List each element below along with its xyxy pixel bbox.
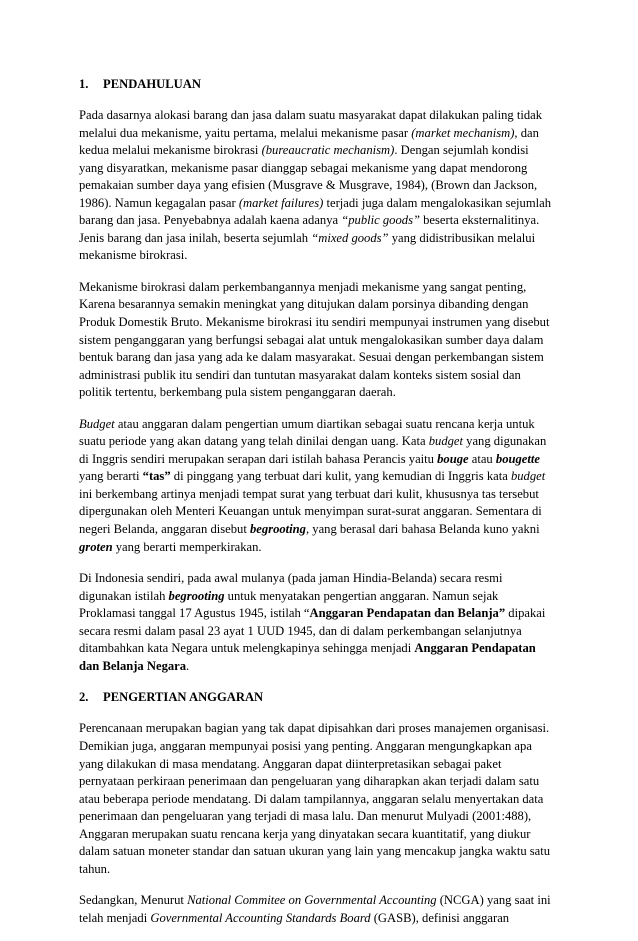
text-line (79, 451, 567, 469)
section-heading-pendahuluan (79, 76, 567, 93)
text-run: Perencanaan merupakan bagian yang tak dapat dipisahkan dari proses manajemen organisasi. (79, 721, 550, 736)
text-line (79, 640, 567, 658)
text-line (79, 125, 567, 143)
text-run: yang berarti memperkirakan. (112, 539, 262, 554)
text-run: Anggaran merupakan suatu rencana kerja yang dinyatakan secara kuantitatif, yang diukur (79, 826, 531, 841)
emphasis-text: (bureaucratic mechanism) (261, 143, 395, 158)
text-line (79, 486, 567, 504)
text-run: . Dengan sejumlah kondisi (394, 143, 529, 158)
emphasis-text: bouge (437, 451, 469, 466)
text-line (79, 433, 567, 451)
paragraph (79, 279, 567, 402)
text-run: yang digunakan (463, 434, 547, 449)
text-line (79, 142, 567, 160)
text-run: pemakaian sumber daya yang efisien (Musgrave & Musgrave, 1984), (Brown dan Jackson, (79, 178, 538, 193)
text-run: , dan (514, 125, 539, 140)
text-run: dipakai (505, 606, 546, 621)
text-run: suatu periode yang akan datang yang telah dinilai dengan uang. Kata (79, 434, 429, 449)
paragraph (79, 416, 567, 556)
text-line (79, 892, 567, 910)
text-run: telah menjadi (79, 910, 151, 925)
text-run: Demikian juga, anggaran mempunyai posisi yang penting. Anggaran mengungkapkan apa (79, 738, 532, 753)
text-run: secara resmi dalam pasal 23 ayat 1 UUD 1945, dan di dalam perkembangan selanjutnya (79, 623, 522, 638)
text-line (79, 296, 567, 314)
text-line (79, 605, 567, 623)
text-run: sistem penganggaran yang berfungsi sebagai alat untuk mengalokasikan sumber daya dalam (79, 332, 544, 347)
text-run: kedua melalui mekanisme birokrasi (79, 143, 262, 158)
emphasis-text: Governmental Accounting Standards Board (150, 910, 371, 925)
text-run: Jenis barang dan jasa inilah, beserta sejumlah (79, 230, 312, 245)
text-run: penerimaan dan pengeluaran yang terjadi di masa lalu. Dan menurut Mulyadi (2001:488), (79, 809, 532, 824)
text-run: dipergunakan oleh Menteri Keuangan untuk menyimpan surat-surat anggaran. Sementara di (79, 504, 542, 519)
text-run: untuk menyatakan pengertian anggaran. Namun sejak (224, 588, 499, 603)
emphasis-text: “tas” (142, 469, 171, 484)
section-title: PENDAHULUAN (103, 77, 201, 91)
emphasis-text: begrooting (250, 522, 306, 537)
text-run: bentuk barang dan jasa yang ada ke dalam masyarakat. Sesuai dengan perkembangan sistem (79, 350, 544, 365)
text-line (79, 521, 567, 539)
emphasis-text: groten (79, 539, 113, 554)
section-number: 1. (79, 77, 89, 91)
text-run: yang dilakukan di masa mendatang. Anggaran dapat diinterpretasikan sebagai paket (79, 756, 502, 771)
text-run: Sedangkan, Menurut (79, 893, 188, 908)
text-run: Di Indonesia sendiri, pada awal mulanya (pada jaman Hindia-Belanda) secara resmi (79, 571, 503, 586)
text-line (79, 177, 567, 195)
text-run: melalui dua mekanisme, yaitu pertama, melalui mekanisme pasar (79, 125, 412, 140)
text-line (79, 791, 567, 809)
text-run: , yang berasal dari bahasa Belanda kuno yakni (305, 522, 540, 537)
text-line (79, 212, 567, 230)
section-number: 2. (79, 690, 89, 705)
text-run: mekanisme birokrasi. (79, 248, 188, 263)
text-line (79, 570, 567, 588)
emphasis-text: Budget (79, 416, 115, 431)
text-run: terjadi juga dalam mengalokasikan sejumlah (323, 195, 552, 210)
emphasis-text: Anggaran Pendapatan (414, 641, 536, 656)
text-run: barang dan jasa. Penyebabnya adalah kaena adanya (79, 213, 342, 228)
emphasis-text: budget (428, 434, 463, 449)
text-run: ditambahkan kata Negara untuk melengkapinya sehingga menjadi (79, 641, 415, 656)
text-run: Proklamasi tanggal 17 Agustus 1945, istilah “ (79, 606, 310, 621)
text-line (79, 773, 567, 791)
section-title: PENGERTIAN ANGGARAN (103, 690, 264, 705)
text-line (79, 247, 567, 265)
text-run: ini berkembang artinya menjadi tempat surat yang terbuat dari kulit, khususnya tas tersebut (79, 486, 539, 501)
text-run: pernyataan perkiraan penerimaan dan pengeluaran yang diharapkan akan terjadi dalam satu (79, 774, 540, 789)
text-run: negeri Belanda, anggaran disebut (79, 522, 250, 537)
text-line (79, 332, 567, 350)
text-run: Karena besarannya semakin meningkat yang ditujukan dalam porsinya dibanding dengan (79, 297, 529, 312)
emphasis-text: dan Belanja Negara (79, 658, 187, 673)
text-line (79, 503, 567, 521)
text-line (79, 416, 567, 434)
text-run: 1986). Namun kegagalan pasar (79, 195, 239, 210)
text-run: atau beberapa periode mendatang. Di dalam tampilannya, anggaran selalu menyertakan data (79, 791, 544, 806)
text-line (79, 738, 567, 756)
text-run: yang didistribusikan melalui (388, 230, 536, 245)
section-body-pendahuluan (79, 107, 567, 675)
text-line (79, 588, 567, 606)
section-heading-pengertian-anggaran (79, 689, 567, 706)
text-line (79, 279, 567, 297)
emphasis-text: “mixed goods” (311, 230, 389, 245)
text-line (79, 230, 567, 248)
paragraph (79, 892, 567, 927)
text-run: (GASB), definisi anggaran (370, 910, 510, 925)
text-line (79, 367, 567, 385)
text-line (79, 314, 567, 332)
text-run: Mekanisme birokrasi dalam perkembangannya menjadi mekanisme yang sangat penting, (79, 279, 527, 294)
text-line (79, 623, 567, 641)
paragraph (79, 570, 567, 675)
text-run: yang disyaratkan, mekanisme pasar dianggap sebagai mekanisme yang dapat mendorong (79, 160, 528, 175)
text-line (79, 910, 567, 928)
text-line (79, 468, 567, 486)
emphasis-text: (market mechanism) (411, 125, 515, 140)
text-run: di pinggang yang terbuat dari kulit, yang kemudian di Inggris kata (170, 469, 511, 484)
paragraph (79, 107, 567, 265)
document-page (79, 76, 567, 941)
text-line (79, 160, 567, 178)
text-run: dalam satuan moneter standar dan satuan ukuran yang lain yang mencakup jangka waktu satu (79, 844, 551, 859)
paragraph (79, 720, 567, 878)
text-line (79, 349, 567, 367)
text-run: politik tertentu, berkembang pula sistem penganggaran daerah. (79, 385, 396, 400)
text-line (79, 539, 567, 557)
text-line (79, 808, 567, 826)
text-run: beserta eksternalitinya. (419, 213, 540, 228)
text-line (79, 384, 567, 402)
emphasis-text: budget (510, 469, 546, 484)
text-run: tahun. (79, 861, 111, 876)
text-run: Produk Domestik Bruto. Mekanisme birokrasi itu sendiri mempunyai instrumen yang disebut (79, 315, 550, 330)
text-line (79, 720, 567, 738)
text-line (79, 107, 567, 125)
text-run: administrasi publik itu sendiri dan tuntutan masyarakat dalam konteks sistem sosial dan (79, 367, 521, 382)
text-run: di Inggris sendiri merupakan serapan dari istilah bahasa Perancis yaitu (79, 451, 438, 466)
text-line (79, 756, 567, 774)
text-line (79, 658, 567, 676)
text-line (79, 843, 567, 861)
emphasis-text: (market failures) (238, 195, 324, 210)
text-run: yang berarti (79, 469, 143, 484)
text-run: (NCGA) yang saat ini (436, 893, 551, 908)
emphasis-text: begrooting (168, 588, 225, 603)
emphasis-text: bougette (495, 451, 540, 466)
text-line (79, 195, 567, 213)
text-run: . (186, 658, 190, 673)
text-line (79, 861, 567, 879)
text-run: atau (468, 451, 496, 466)
emphasis-text: Anggaran Pendapatan dan Belanja” (309, 606, 506, 621)
text-run: Pada dasarnya alokasi barang dan jasa dalam suatu masyarakat dapat dilakukan paling tidak (79, 108, 543, 122)
text-run: digunakan istilah (79, 588, 169, 603)
emphasis-text: “public goods” (341, 213, 420, 228)
emphasis-text: National Commitee on Governmental Accounting (187, 893, 437, 908)
text-line (79, 826, 567, 844)
text-run: atau anggaran dalam pengertian umum diartikan sebagai suatu rencana kerja untuk (114, 416, 535, 431)
section-body-pengertian-anggaran (79, 720, 567, 927)
